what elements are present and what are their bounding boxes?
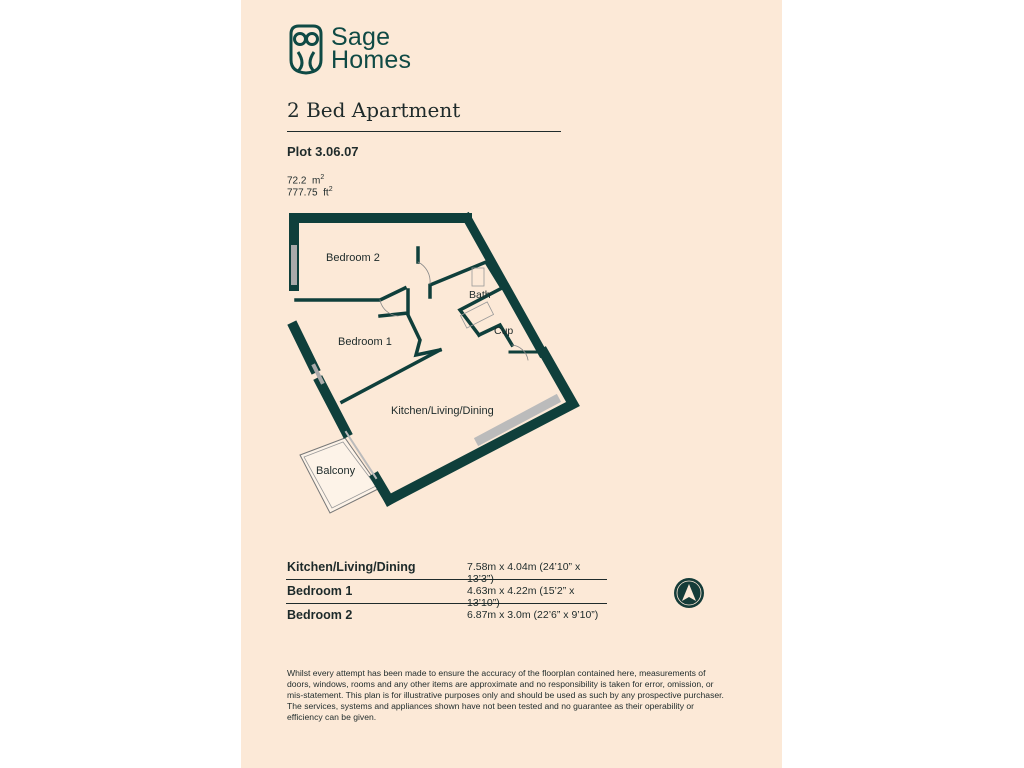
outer-wall-north (294, 218, 467, 286)
table-row (286, 556, 607, 585)
room-dimensions: 4.63m x 4.22m (15’2” x 13’10”) (467, 585, 575, 609)
area-sqft-sup: 2 (328, 186, 333, 193)
floor-plan-drawing (286, 210, 586, 520)
plot-number: Plot 3.06.07 (287, 144, 359, 159)
outer-wall-balcony-side (320, 382, 346, 432)
area-sqft (287, 186, 333, 198)
floorplan-sheet (241, 0, 782, 768)
door-swing-bed2 (418, 262, 430, 284)
area-sqm-value: 72.2 (287, 175, 307, 187)
room-name: Bedroom 1 (287, 584, 353, 598)
disclaimer-text: Whilst every attempt has been made to ensure the accuracy of the floorplan contained here, measurements of doors, windows, rooms and any other items are approximate and no responsibility is taken for error, omission, or mis-statement. This plan is for illustrative purposes only and should be used as such by any prospective purchaser. The services, systems and appliances shown have not been tested and no guarantee as their operability or efficiency can be given. (287, 668, 724, 722)
label-bedroom1: Bedroom 1 (338, 336, 392, 348)
label-kitchen: Kitchen/Living/Dining (391, 405, 494, 417)
label-bath: Bath (469, 289, 491, 301)
area-sqft-value: 777.75 (287, 187, 318, 199)
area-sqm-unit: m (312, 175, 321, 187)
room-dimensions-table (286, 556, 607, 627)
label-bedroom2: Bedroom 2 (326, 252, 380, 264)
wall-bed1-south (342, 350, 440, 402)
room-dimensions: 6.87m x 3.0m (22’6” x 9’10”) (467, 609, 599, 621)
bath-toilet (472, 268, 484, 286)
brand-logo (288, 24, 428, 78)
label-cup: Cup (494, 325, 514, 337)
room-name: Bedroom 2 (287, 608, 353, 622)
page-title: 2 Bed Apartment (287, 98, 461, 122)
table-row (286, 604, 607, 627)
outer-wall-southeast (389, 353, 573, 500)
outer-wall-west-lower (294, 327, 314, 368)
area-sqft-unit: ft (323, 187, 329, 199)
title-divider (287, 131, 561, 132)
north-arrow-icon (673, 577, 705, 609)
wall-bed2-south (296, 288, 405, 300)
brand-line-2: Homes (331, 46, 412, 74)
owl-icon (288, 24, 324, 76)
room-name: Kitchen/Living/Dining (287, 560, 416, 574)
brand-line-1: Sage (331, 23, 391, 51)
area-sqm-sup: 2 (320, 174, 325, 181)
area-sqm (287, 174, 324, 186)
outer-wall-south-short (376, 478, 389, 500)
label-balcony: Balcony (316, 465, 356, 477)
wall-bed1-east (408, 315, 440, 355)
room-dimensions: 7.58m x 4.04m (24’10” x 13’3”) (467, 561, 581, 585)
brand-name (331, 23, 412, 74)
table-row (286, 580, 607, 609)
wall-bath (430, 262, 502, 335)
